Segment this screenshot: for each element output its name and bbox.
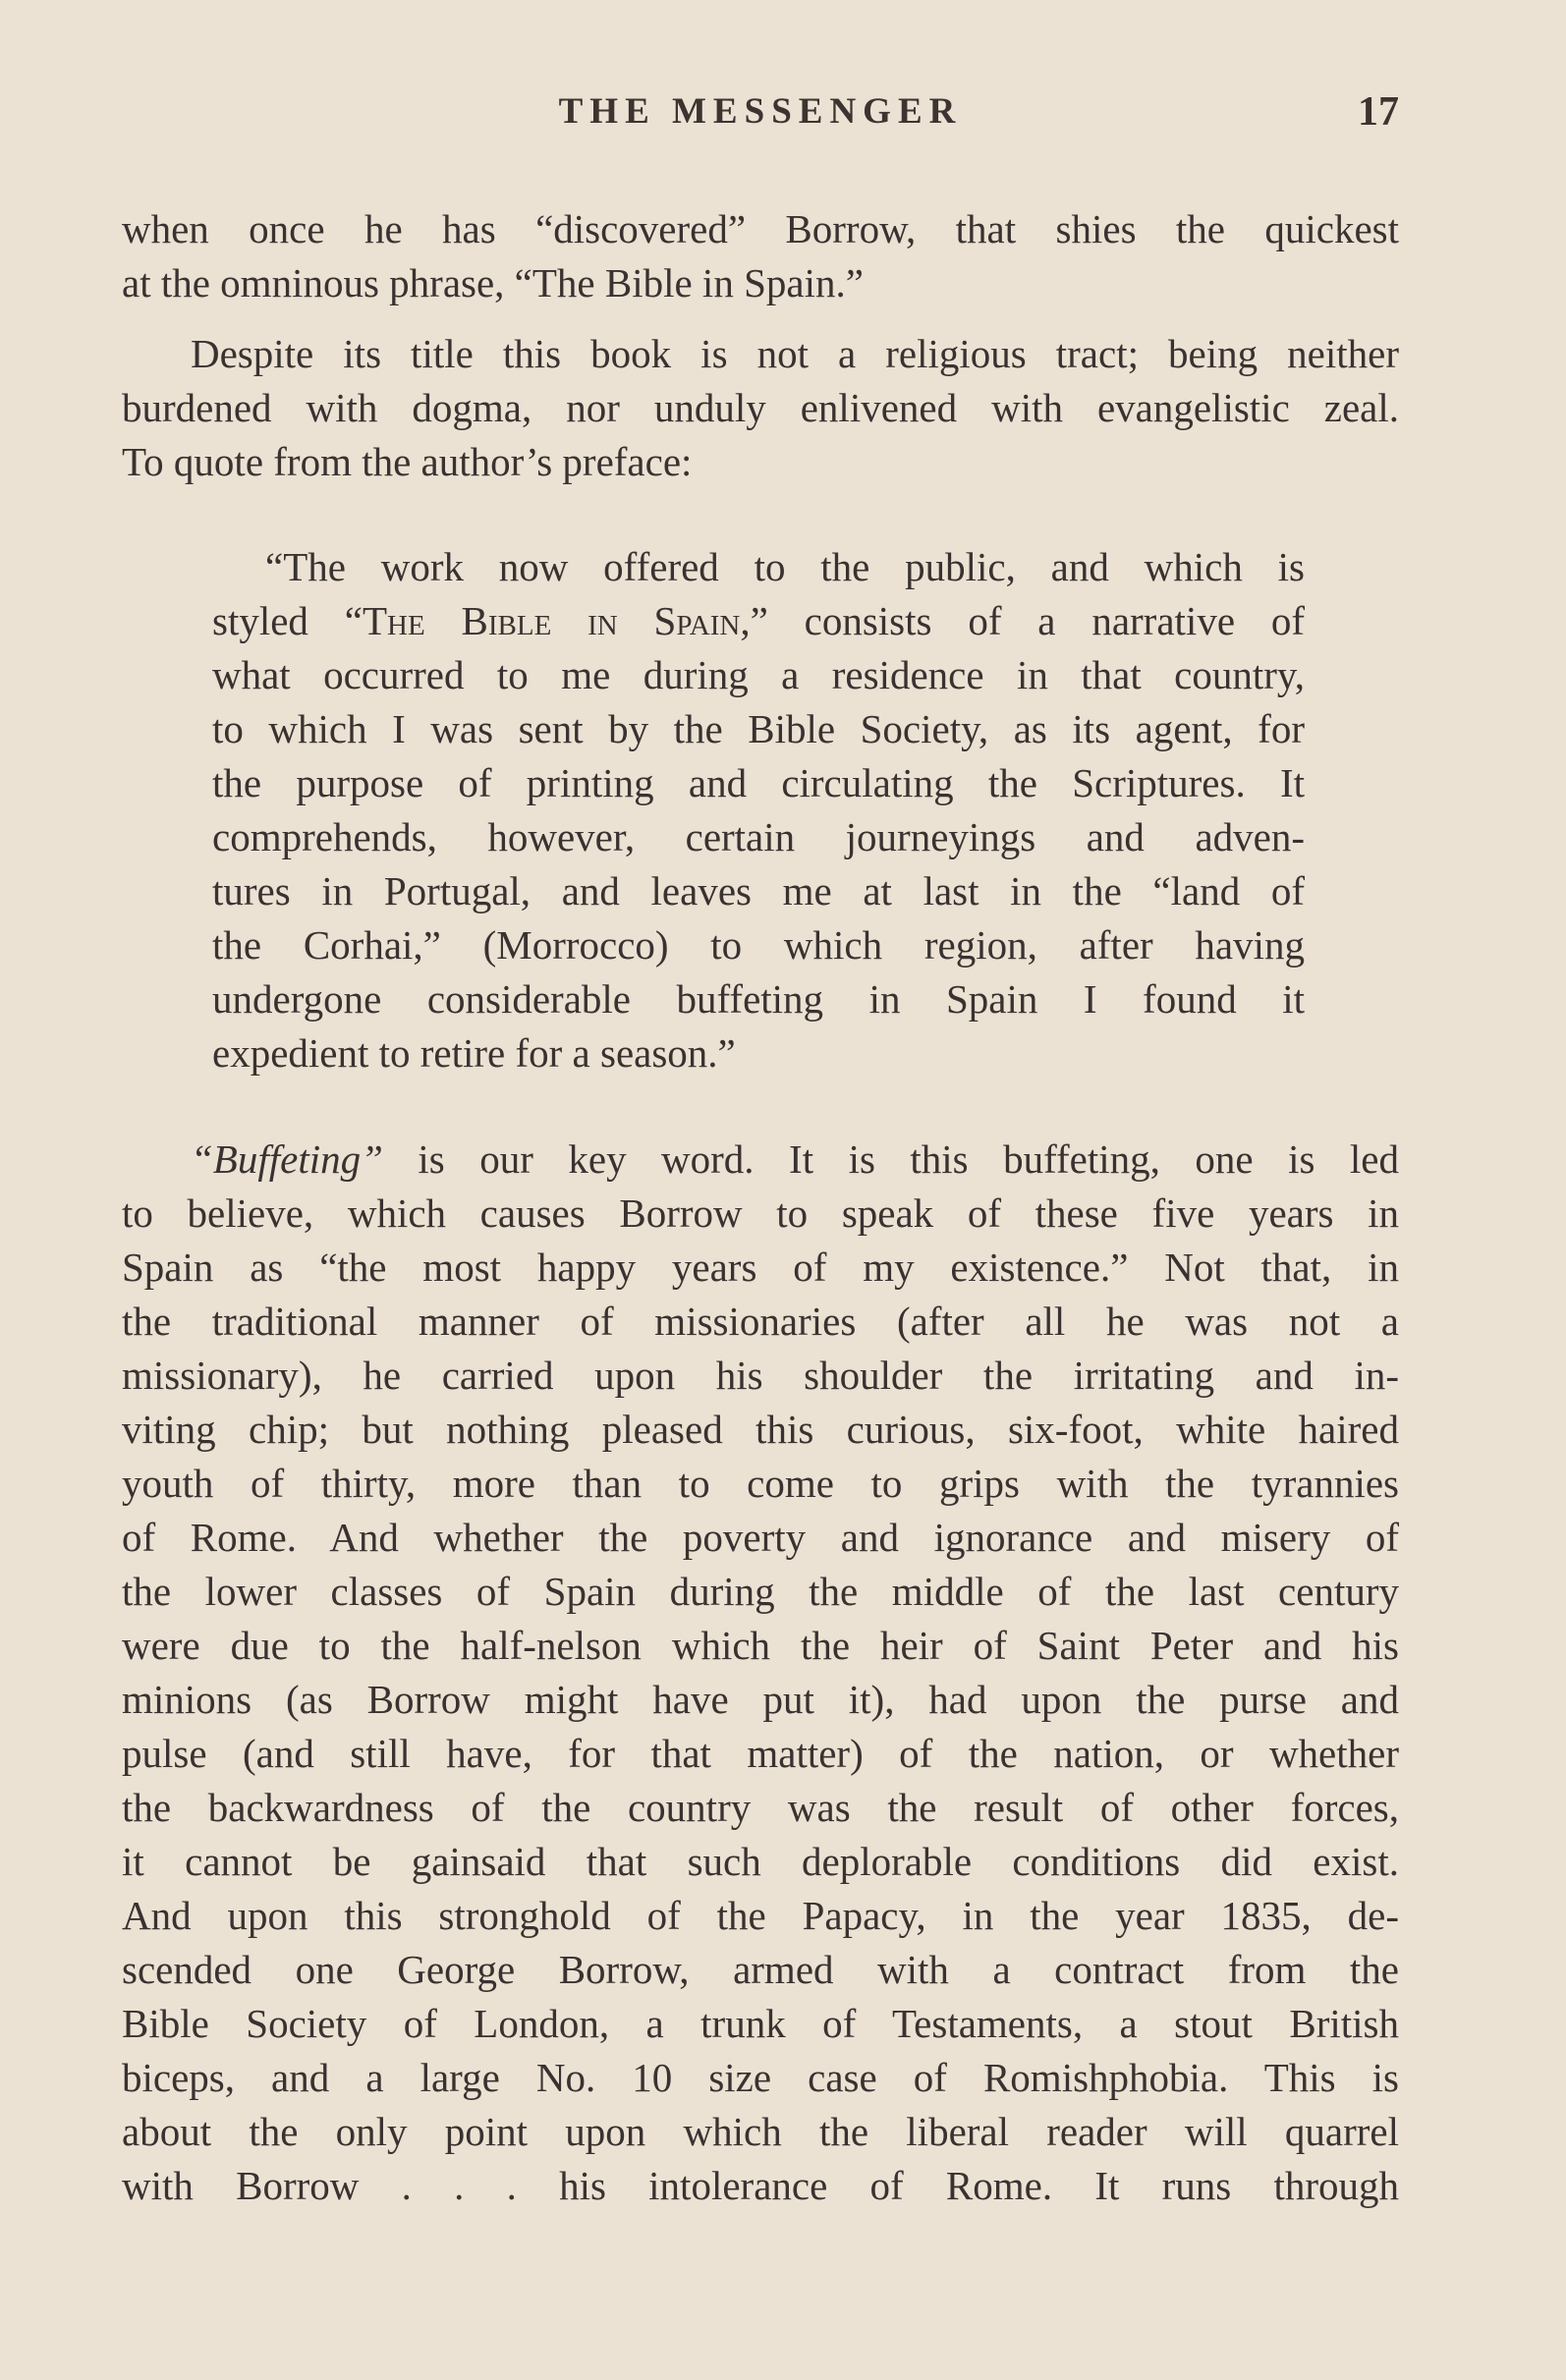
text-line: biceps, and a large No. 10 size case of Romishphobia. This is [122,2055,1399,2100]
text-line: Bible Society of London, a trunk of Testaments, a stout British [122,2001,1399,2046]
paragraph-continuation [122,202,1399,310]
running-title: THE MESSENGER [558,91,963,132]
italic-keyword: “Buffeting” [191,1136,383,1182]
text-line: And upon this stronghold of the Papacy, in the year 1835, de- [122,1893,1399,1938]
quote-line: what occurred to me during a residence in that country, [212,652,1305,697]
quote-line: the Corhai,” (Morrocco) to which region, after having [212,922,1305,968]
quote-line: tures in Portugal, and leaves me at last in the “land of [212,868,1305,913]
text-line [122,1133,1399,1187]
text-line: youth of thirty, more than to come to grips with the tyrannies [122,1461,1399,1506]
text-line: to believe, which causes Borrow to speak of these five years in [122,1190,1399,1236]
text-line: when once he has “discovered” Borrow, that shies the quickest [122,206,1399,251]
running-head [122,90,1399,149]
text-line: the backwardness of the country was the result of other forces, [122,1785,1399,1830]
paragraph-despite [122,327,1399,489]
text-line: burdened with dogma, nor unduly enlivened with evangelistic zeal. [122,385,1399,430]
block-quote [212,540,1305,1080]
quote-line-prefix: styled “ [212,598,363,643]
text-line: missionary), he carried upon his shoulder the irritating and in- [122,1353,1399,1398]
text-line: Despite its title this book is not a religious tract; being neither [191,331,1399,376]
text-line: Spain as “the most happy years of my existence.” Not that, in [122,1245,1399,1290]
text-line: at the omninous phrase, “The Bible in Spain.” [122,260,864,305]
text-line: of Rome. And whether the poverty and ignorance and misery of [122,1515,1399,1560]
book-title-smallcaps: The Bible in Spain [362,598,741,643]
text-line: viting chip; but nothing pleased this curious, six-foot, white haired [122,1407,1399,1452]
quote-line: comprehends, however, certain journeyings and adven- [212,814,1305,859]
text-line: pulse (and still have, for that matter) of the nation, or whether [122,1731,1399,1776]
quote-line-suffix: ,” consists of a narrative of [740,598,1305,643]
page-number: 17 [1358,89,1399,135]
quote-line: to which I was sent by the Bible Society, as its agent, for [212,706,1305,751]
text-line-rest: is our key word. It is this buffeting, one is led [382,1136,1399,1182]
text-line: were due to the half-nelson which the heir of Saint Peter and his [122,1623,1399,1668]
text-line: the lower classes of Spain during the middle of the last century [122,1569,1399,1614]
text-line: about the only point upon which the liberal reader will quarrel [122,2109,1399,2154]
quote-line: the purpose of printing and circulating the Scriptures. It [212,760,1305,805]
paragraph-buffeting [122,1133,1399,2213]
text-line: minions (as Borrow might have put it), had upon the purse and [122,1677,1399,1722]
quote-line [212,594,1305,648]
quote-line: undergone considerable buffeting in Spain I found it [212,976,1305,1022]
text-line: the traditional manner of missionaries (after all he was not a [122,1299,1399,1344]
text-line: it cannot be gainsaid that such deplorable conditions did exist. [122,1839,1399,1884]
quote-line: “The work now offered to the public, and which is [265,544,1305,589]
text-line: with Borrow . . . his intolerance of Rome. It runs through [122,2163,1399,2208]
quote-line: expedient to retire for a season.” [212,1030,736,1076]
text-line: scended one George Borrow, armed with a contract from the [122,1947,1399,1992]
text-line: To quote from the author’s preface: [122,439,693,484]
